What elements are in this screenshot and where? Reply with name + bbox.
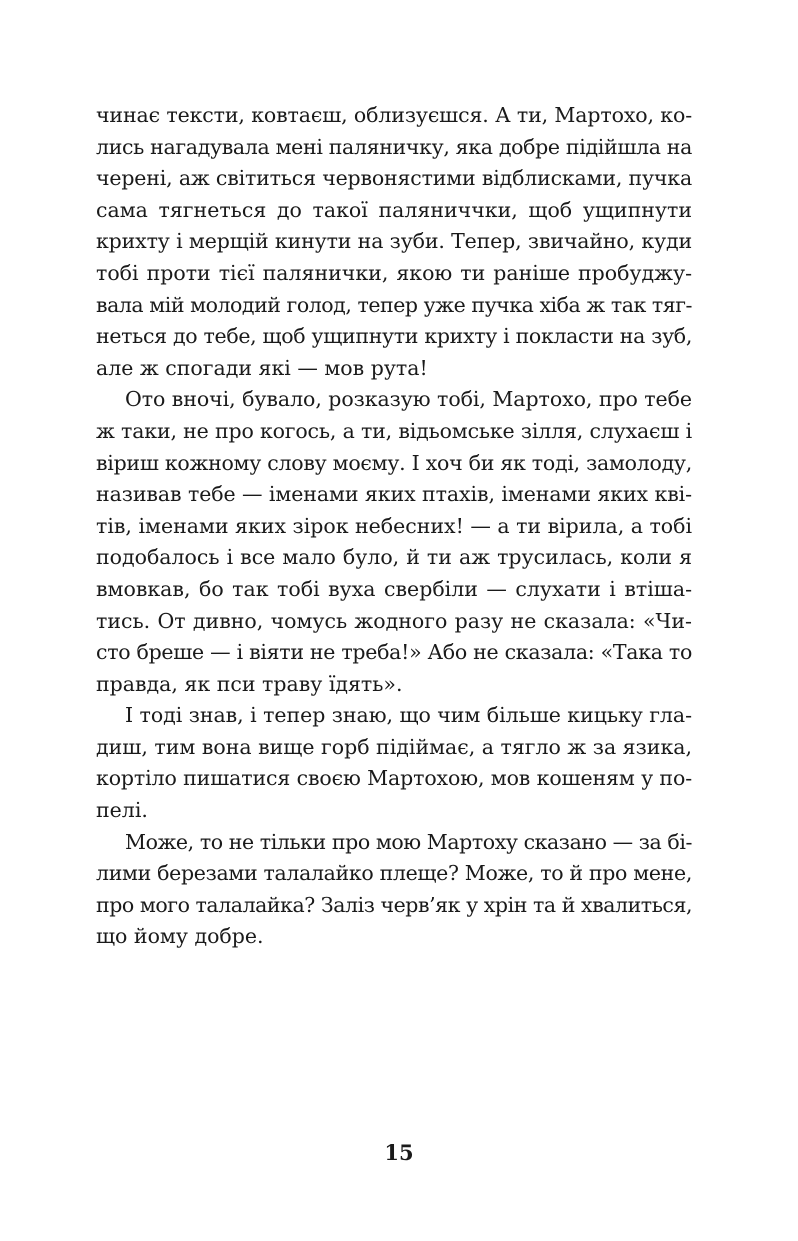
page-number: 15 [384,1140,414,1165]
text-line: вала мій молодий голод, тепер уже пучка хіба ж так тяг- [96,292,693,317]
text-line: віриш кожному слову моєму. І хоч би як тоді, замолоду, [96,450,692,475]
text-line: що йому добре. [96,924,264,949]
text-line: черені, аж світиться червонястими відблисками, пучка [96,166,692,191]
page-body [96,100,692,953]
text-line: вмовкав, бо так тобі вуха свербіли — слухати і втіша- [96,576,692,601]
text-line: пелі. [96,798,148,823]
text-line: але ж спогади які — мов рута! [96,355,428,380]
text-line: лись нагадувала мені паляничку, яка добре підійшла на [96,134,693,159]
text-line: подобалось і все мало було, й ти аж трусилась, коли я [96,545,692,570]
paragraph [96,700,692,826]
text-line: сто бреше — і віяти не треба!» Або не сказала: «Така то [96,640,693,665]
text-line: правда, як пси траву їдять». [96,671,403,696]
text-line: чинає тексти, ковтаєш, облизуєшся. А ти, Мартохо, ко- [96,103,692,127]
paragraph [96,384,692,700]
text-line: неться до тебе, щоб ущипнути крихту і покласти на зуб, [96,324,693,349]
text-line: Ото вночі, бувало, розказую тобі, Мартохо, про тебе [125,387,693,412]
text-line: тів, іменами яких зірок небесних! — а ти вірила, а тобі [96,513,693,538]
text-line: І тоді знав, і тепер знаю, що чим більше кицьку гла- [125,703,692,728]
text-line: лими березами талалайко плеще? Може, то й про мене, [96,861,693,886]
paragraph [96,100,692,384]
text-line: кортіло пишатися своєю Мартохою, мов кошеням у по- [96,766,693,791]
text-line: тобі проти тієї палянички, якою ти раніше пробуджу- [96,260,692,285]
text-line: тись. От дивно, чомусь жодного разу не сказала: «Чи- [96,608,692,633]
text-line: про мого талалайка? Заліз черв’як у хрін та й хвалиться, [96,892,693,917]
text-line: Може, то не тільки про мою Мартоху сказано — за бі- [125,829,692,854]
paragraph [96,827,692,953]
text-line: сама тягнеться до такої паляниччки, щоб ущипнути [96,197,692,222]
text-line: диш, тим вона вище горб підіймає, а тягло ж за язика, [96,734,692,759]
text-line: крихту і мерщій кинути на зуби. Тепер, звичайно, куди [96,229,692,254]
text-line: називав тебе — іменами яких птахів, іменами яких кві- [96,482,693,507]
text-line: ж таки, не про когось, а ти, відьомське зілля, слухаєш і [96,418,692,443]
